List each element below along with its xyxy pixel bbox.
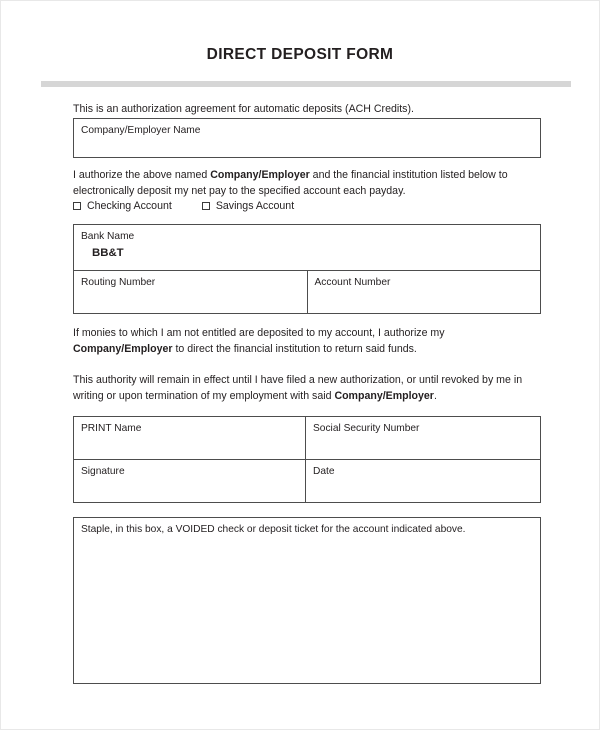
bank-name-value: BB&T (92, 246, 124, 259)
staple-check-box[interactable] (73, 517, 541, 684)
routing-number-cell[interactable] (74, 270, 308, 313)
monies-text-part2: to direct the financial institution to return said funds. (172, 343, 417, 355)
page-title: DIRECT DEPOSIT FORM (206, 46, 394, 63)
authority-bold-term: Company/Employer (334, 390, 434, 402)
title-divider-rule (41, 81, 571, 87)
social-security-number-label: Social Security Number (313, 422, 420, 434)
bank-name-cell[interactable] (74, 224, 541, 270)
authority-paragraph (73, 372, 541, 405)
section-spacer (73, 405, 541, 416)
staple-instruction-label: Staple, in this box, a VOIDED check or deposit ticket for the account indicated above. (81, 523, 466, 535)
signature-label: Signature (81, 465, 125, 477)
checkbox-icon[interactable] (202, 202, 210, 210)
form-content (73, 101, 541, 684)
checkbox-checking-account[interactable] (73, 200, 172, 212)
table-row (74, 416, 541, 459)
bank-name-label: Bank Name (81, 230, 135, 242)
signature-information-table (73, 416, 541, 503)
authority-text-part2: . (433, 390, 437, 402)
authorization-bold-term: Company/Employer (210, 168, 310, 181)
account-number-cell[interactable] (307, 270, 541, 313)
print-name-label: PRINT Name (81, 422, 142, 434)
monies-text-part1: If monies to which I am not entitled are deposited to my account, I authorize my (73, 326, 445, 339)
date-cell[interactable] (306, 459, 541, 502)
table-row (74, 224, 541, 270)
checkbox-savings-account-label: Savings Account (215, 199, 295, 212)
monies-bold-term: Company/Employer (73, 343, 173, 355)
account-number-label: Account Number (314, 276, 391, 288)
authority-text-part1: This authority will remain in effect until I have filed a new authorization, or until revoked by me in writing or upon termination of my employment with said (73, 373, 523, 402)
authorization-text-part1: I authorize the above named (73, 168, 211, 181)
authorization-text-part2: and the financial institution listed below to electronically deposit my net pay to the specified account each payday. (73, 168, 508, 197)
bank-information-table (73, 224, 541, 314)
checkbox-icon[interactable] (73, 202, 81, 210)
checkbox-savings-account[interactable] (202, 200, 294, 212)
checkbox-checking-account-label: Checking Account (87, 199, 172, 212)
date-label: Date (313, 465, 335, 477)
company-employer-name-label: Company/Employer Name (81, 124, 201, 136)
paragraph-spacer (73, 358, 541, 372)
social-security-number-cell[interactable] (306, 416, 541, 459)
company-employer-name-field[interactable] (73, 118, 541, 158)
table-row (74, 270, 541, 313)
print-name-cell[interactable] (74, 416, 306, 459)
table-row (74, 459, 541, 502)
monies-paragraph (73, 325, 541, 358)
authorization-paragraph (73, 167, 541, 200)
intro-paragraph: This is an authorization agreement for automatic deposits (ACH Credits). (73, 103, 414, 115)
routing-number-label: Routing Number (81, 276, 156, 288)
account-type-checkbox-row (73, 200, 541, 212)
signature-cell[interactable] (74, 459, 306, 502)
